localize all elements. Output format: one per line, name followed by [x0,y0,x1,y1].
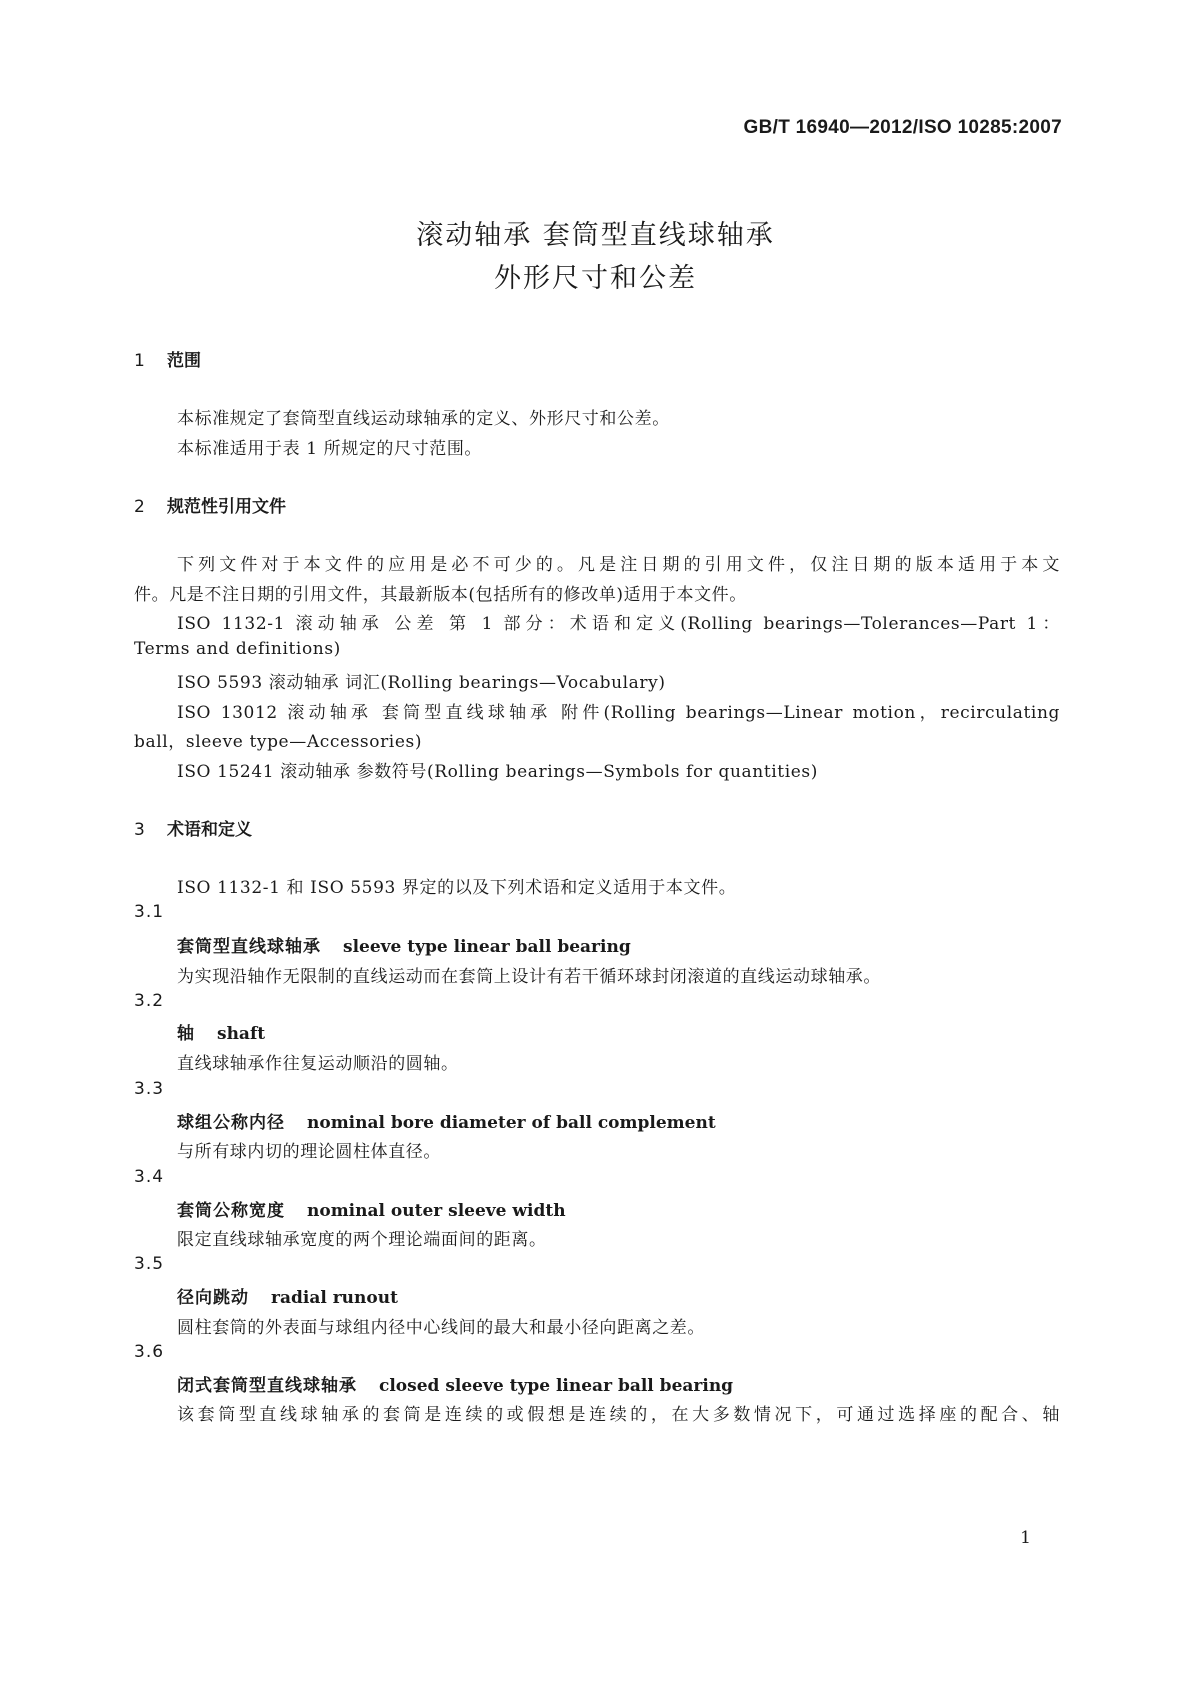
reference-iso-1132-line2: Terms and definitions) [134,639,341,659]
section-heading-normative [134,492,286,517]
section-heading-scope [134,346,201,371]
term-definition: 限定直线球轴承宽度的两个理论端面间的距离。 [177,1230,547,1250]
term-en: nominal outer sleeve width [307,1201,566,1221]
section-title: 术语和定义 [167,820,252,840]
section-title: 范围 [167,351,201,371]
term-cn: 套筒型直线球轴承 [177,937,321,957]
section-heading-terms [134,815,252,840]
term-cn: 套筒公称宽度 [177,1201,285,1221]
reference-iso-5593: ISO 5593 滚动轴承 词汇(Rolling bearings—Vocabulary) [177,673,666,693]
normative-intro-line1: 下列文件对于本文件的应用是必不可少的。凡是注日期的引用文件，仅注日期的版本适用于本文 [177,555,1060,575]
reference-iso-1132-line1: ISO 1132-1 滚动轴承 公差 第 1 部分：术语和定义(Rolling bearings—Tolerances—Part 1： [177,614,1060,634]
term-heading [177,1283,398,1308]
term-number: 3.1 [134,902,165,922]
term-number: 3.2 [134,991,165,1011]
standard-code: GB/T 16940—2012/ISO 10285:2007 [743,117,1062,138]
term-cn: 闭式套筒型直线球轴承 [177,1376,357,1396]
page-title-line1: 滚动轴承 套筒型直线球轴承 [416,220,775,251]
term-definition: 直线球轴承作往复运动顺沿的圆轴。 [177,1054,459,1074]
term-number: 3.5 [134,1254,165,1274]
page-number: 1 [1020,1528,1031,1548]
term-heading [177,1196,566,1221]
term-heading [177,932,631,957]
term-definition: 与所有球内切的理论圆柱体直径。 [177,1142,441,1162]
scope-paragraph-1: 本标准规定了套筒型直线运动球轴承的定义、外形尺寸和公差。 [177,409,670,429]
term-en: radial runout [271,1288,398,1308]
reference-iso-15241: ISO 15241 滚动轴承 参数符号(Rolling bearings—Symbols for quantities) [177,762,818,782]
term-cn: 轴 [177,1024,195,1044]
term-en: sleeve type linear ball bearing [343,937,631,957]
term-heading [177,1019,265,1044]
section-title: 规范性引用文件 [167,497,286,517]
term-number: 3.4 [134,1167,165,1187]
term-definition: 该套筒型直线球轴承的套筒是连续的或假想是连续的，在大多数情况下，可通过选择座的配合、轴 [177,1405,1060,1425]
scope-paragraph-2: 本标准适用于表 1 所规定的尺寸范围。 [177,439,483,459]
term-heading [177,1371,733,1396]
term-definition: 为实现沿轴作无限制的直线运动而在套筒上设计有若干循环球封闭滚道的直线运动球轴承。 [177,967,881,987]
term-definition: 圆柱套筒的外表面与球组内径中心线间的最大和最小径向距离之差。 [177,1318,705,1338]
section-number: 3 [134,820,145,840]
term-cn: 径向跳动 [177,1288,249,1308]
page-title-line2: 外形尺寸和公差 [494,263,697,294]
term-en: closed sleeve type linear ball bearing [379,1376,734,1396]
terms-intro: ISO 1132-1 和 ISO 5593 界定的以及下列术语和定义适用于本文件。 [177,878,737,898]
term-number: 3.6 [134,1342,165,1362]
reference-iso-13012-line1: ISO 13012 滚动轴承 套筒型直线球轴承 附件(Rolling bearings—Linear motion，recirculating [177,703,1060,723]
section-number: 1 [134,351,145,371]
term-cn: 球组公称内径 [177,1113,285,1133]
term-number: 3.3 [134,1079,165,1099]
term-en: nominal bore diameter of ball complement [307,1113,716,1133]
term-en: shaft [217,1024,266,1044]
normative-intro-line2: 件。凡是不注日期的引用文件，其最新版本(包括所有的修改单)适用于本文件。 [134,585,747,605]
section-number: 2 [134,497,145,517]
term-heading [177,1108,716,1133]
reference-iso-13012-line2: ball，sleeve type—Accessories) [134,732,423,752]
